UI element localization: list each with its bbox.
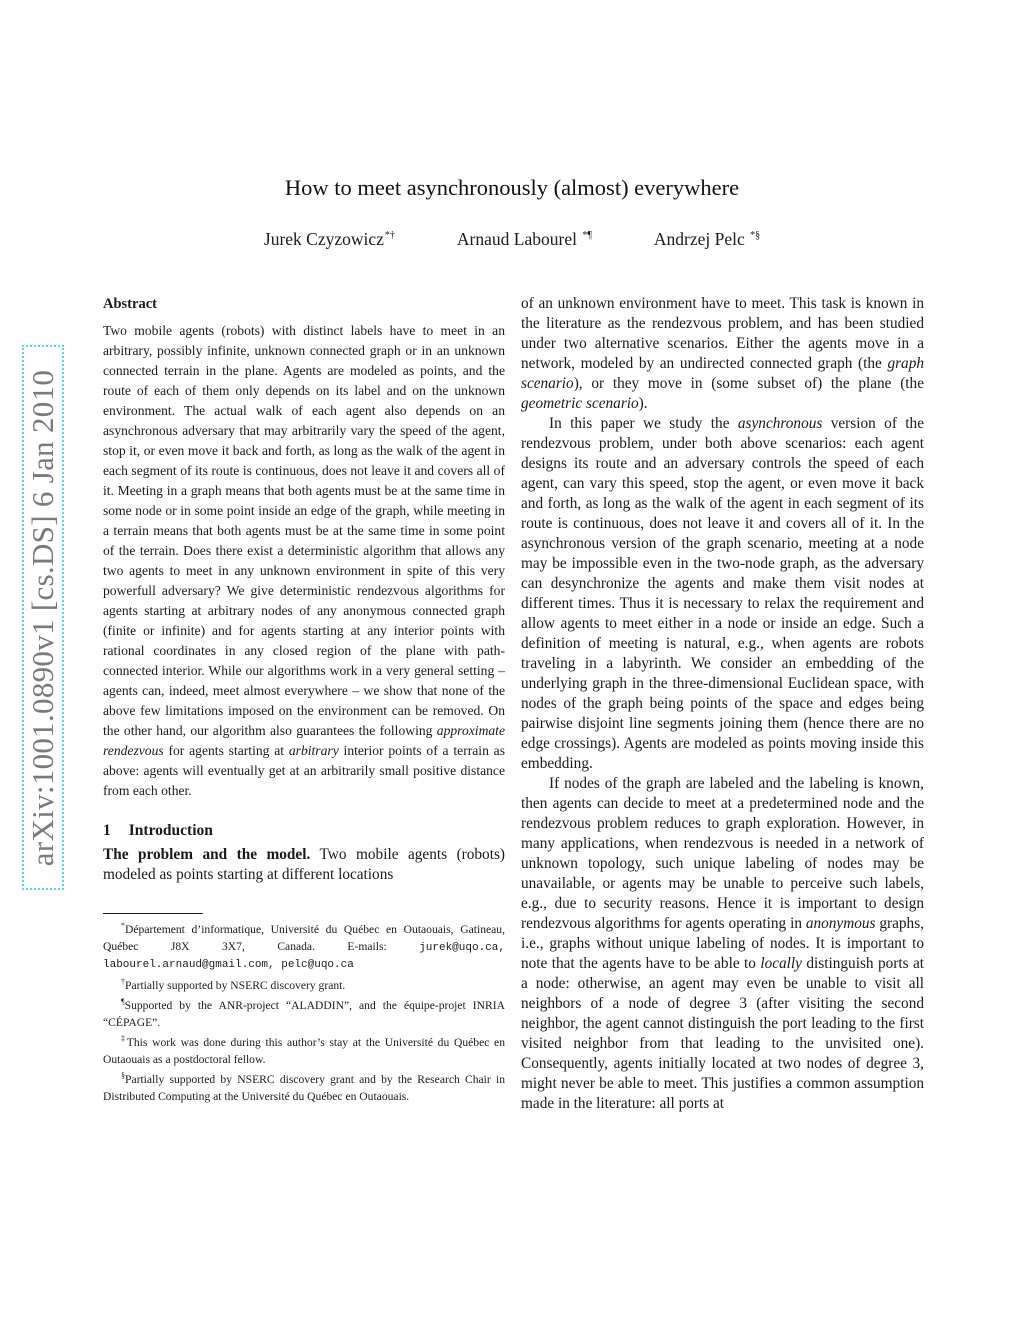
abstract-heading: Abstract (103, 296, 157, 312)
affiliation-marks: *§ (750, 230, 761, 241)
footnote-double-dagger: ‡This work was done during this author’s stay at the Université du Québec en Outaouais as a postdoctoral fellow. (103, 1034, 505, 1066)
arxiv-sidebar-stamp (22, 345, 64, 890)
author-labourel: Arnaud Labourel *¶ (456, 229, 592, 249)
body-paragraph-3: If nodes of the graph are labeled and the labeling is known, then agents can decide to meet at a predetermined node and the rendezvous problem reduces to graph exploration. However, in many applications, when rendezvous is needed in a network of unknown topology, such unique labeling of nodes may be unavailable, or agents may be unable to perceive such labels, e.g., due to security reasons. Hence it is important to design rendezvous algorithms for agents operating in anonymous graphs, i.e., graphs without unique labeling of nodes. It is important to note that the agents have to be able to locally distinguish ports at a node: otherwise, an agent may even be unable to visit all neighbors of a node of degree 3 (after visiting the second neighbor, the agent cannot distinguish the port leading to the first visited neighbor from that leading to the unvisited one). Consequently, agents initially located at two nodes of degree 3, might never be able to meet. This justifies a common assumption made in the literature: all ports at (521, 775, 924, 1112)
footnote-pilcrow: ¶Supported by the ANR-project “ALADDIN”, and the équipe-projet INRIA “CÉPAGE”. (103, 997, 505, 1029)
footnote-dagger: †Partially supported by NSERC discovery grant. (121, 976, 346, 992)
arxiv-identifier: arXiv:1001.0890v1 [cs.DS] 6 Jan 2010 (25, 369, 60, 866)
body-paragraph-1: of an unknown environment have to meet. This task is known in the literature as the rendezvous problem, and has been studied under two alternative scenarios. Either the agents move in a network, modeled by an undirected connected graph (the graph scenario), or they move in (some subset of) the plane (the geometric scenario). (521, 295, 924, 412)
section-heading-introduction: 1 Introduction (103, 822, 213, 839)
affiliation-marks: *¶ (582, 230, 592, 241)
abstract-body: Two mobile agents (robots) with distinct labels have to meet in an arbitrary, possibly infinite, unknown connected graph or in an unknown connected terrain in the plane. Agents are modeled as points, and the route of each of them only depends on its label and on the unknown environment. The actual walk of each agent also depends on an asynchronous adversary that may arbitrarily vary the speed of the agent, stop it, or even move it back and forth, as long as the walk of the agent in each segment of its route is continuous, does not leave it and covers all of it. Meeting in a graph means that both agents must be at the same time in some node or in some point inside an edge of the graph, while meeting in a terrain means that both agents must be at the same time in some point of the terrain. Does there exist a deterministic algorithm that allows any two agents to meet in any unknown environment in spite of this very powerfull adversary? We give deterministic rendezvous algorithms for agents starting at arbitrary nodes of any anonymous connected graph (finite or infinite) and for agents starting at any interior points with rational coordinates in any closed region of the plane with path-connected interior. While our algorithms work in a very general setting – agents can, indeed, meet almost everywhere – we show that none of the above few limitations imposed on the environment can be removed. On the other hand, our algorithm also guarantees the following approximate rendezvous for agents starting at arbitrary interior points of a terrain as above: agents will eventually get at an arbitrarily small positive distance from each other. (103, 323, 505, 798)
body-paragraph-2: In this paper we study the asynchronous version of the rendezvous problem, under both above scenarios: each agent designs its route and an adversary controls the speed of each agent, can vary this speed, stop the agent, or even move it back and forth, as long as the walk of the agent in each segment of its route is continuous, does not leave it and covers all of it. In the asynchronous version of the graph scenario, meeting at a node may be impossible even in the two-node graph, as the adversary can desynchronize the agents and make them visit nodes at different times. Thus it is necessary to relax the requirement and allow agents to meet either in a node or inside an edge. Such a definition of meeting is natural, e.g., when agents are robots traveling in a labyrinth. We consider an embedding of the underlying graph in the three-dimensional Euclidean space, with nodes of the graph being points of the space and edges being pairwise disjoint line segments joining them (hence there are no edge crossings). Agents are modeled as points moving inside this embedding. (521, 415, 924, 772)
right-column (521, 294, 924, 1114)
author-list (0, 229, 1024, 250)
footnote-section: §Partially supported by NSERC discovery grant and by the Research Chair in Distributed Computing at the Université du Québec en Outaouais. (103, 1071, 505, 1103)
footnote-affiliation: *Département d’informatique, Université du Québec en Outaouais, Gatineau, Québec J8X 3X7, Canada. E-mails: jurek@uqo.ca, labourel.arnaud@gmail.com, pelc@uqo.ca (103, 921, 505, 971)
footnote-divider (103, 913, 203, 914)
author-czyzowicz: Jurek Czyzowicz*† (263, 229, 395, 249)
paper-title: How to meet asynchronously (almost) everywhere (284, 175, 740, 200)
affiliation-marks: *† (384, 230, 395, 241)
footnotes (103, 918, 505, 1105)
left-column (103, 294, 505, 1105)
author-pelc: Andrzej Pelc *§ (653, 229, 761, 249)
introduction-paragraph-start: The problem and the model. Two mobile agents (robots) modeled as points starting at different locations (103, 846, 505, 883)
author-emails: jurek@uqo.ca, labourel.arnaud@gmail.com, pelc@uqo.ca (103, 941, 505, 971)
